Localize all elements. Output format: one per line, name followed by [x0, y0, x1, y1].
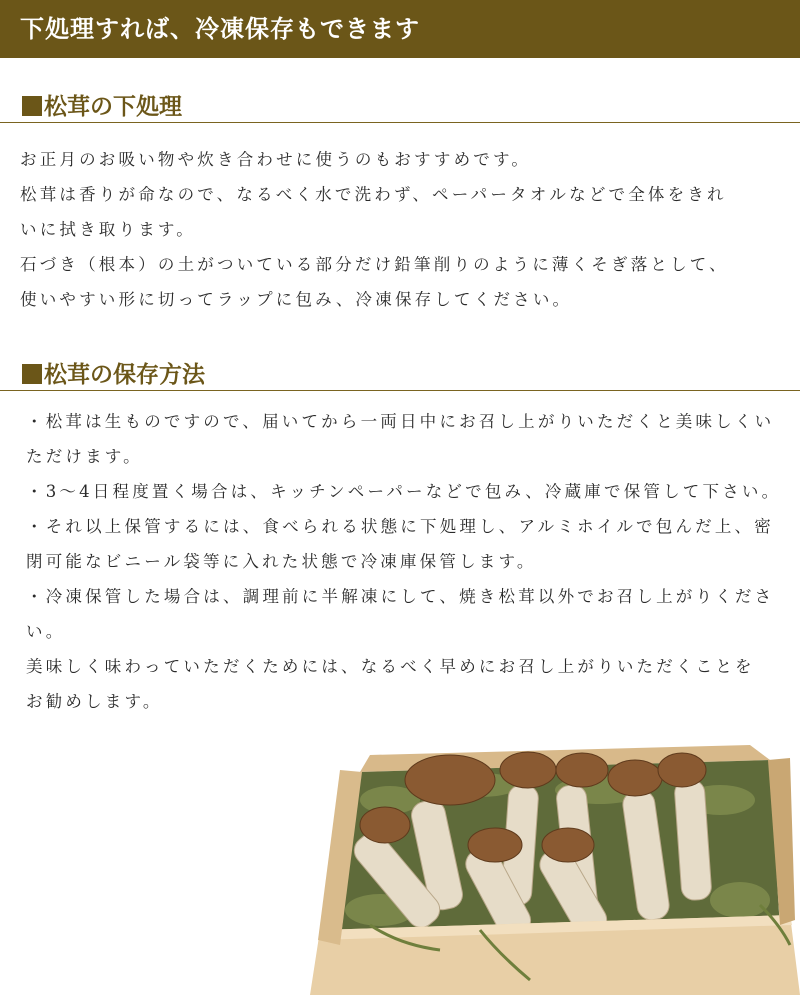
text-line: 石づき（根本）の土がついている部分だけ鉛筆削りのように薄くそぎ落として、 [20, 255, 729, 274]
text-line: ・それ以上保管するには、食べられる状態に下処理し、アルミホイルで包んだ上、密 [26, 517, 774, 536]
text-line: い。 [26, 622, 66, 641]
text-line: 使いやすい形に切ってラップに包み、冷凍保存してください。 [20, 290, 573, 309]
text-line: 美味しく味わっていただくためには、なるべく早めにお召し上がりいただくことを [26, 657, 755, 676]
text-line: お勧めします。 [26, 692, 163, 711]
text-line: ・冷凍保管した場合は、調理前に半解凍にして、焼き松茸以外でお召し上がりくださ [26, 587, 775, 606]
section-heading-storage [0, 356, 800, 391]
page-banner [0, 0, 800, 58]
text-line: お正月のお吸い物や炊き合わせに使うのもおすすめです。 [20, 150, 532, 169]
section-title: 松茸の下処理 [44, 94, 182, 120]
text-line: ただけます。 [26, 447, 143, 466]
preparation-text [20, 142, 780, 317]
text-line: ・3～4日程度置く場合は、キッチンペーパーなどで包み、冷蔵庫で保管して下さい。 [26, 482, 782, 501]
text-line: いに拭き取ります。 [20, 220, 196, 239]
storage-text [26, 404, 786, 719]
text-line: 松茸は香りが命なので、なるべく水で洗わず、ペーパータオルなどで全体をきれ [20, 185, 727, 204]
text-line: ・松茸は生ものですので、届いてから一両日中にお召し上がりいただくと美味しくい [26, 412, 775, 431]
square-bullet-icon [22, 364, 42, 384]
section-heading-preparation [0, 88, 800, 123]
matsutake-box-photo [300, 730, 800, 995]
text-line: 閉可能なビニール袋等に入れた状態で冷凍庫保管します。 [26, 552, 537, 571]
square-bullet-icon [22, 96, 42, 116]
banner-title: 下処理すれば、冷凍保存もできます [20, 15, 420, 43]
section-title: 松茸の保存方法 [44, 362, 205, 388]
